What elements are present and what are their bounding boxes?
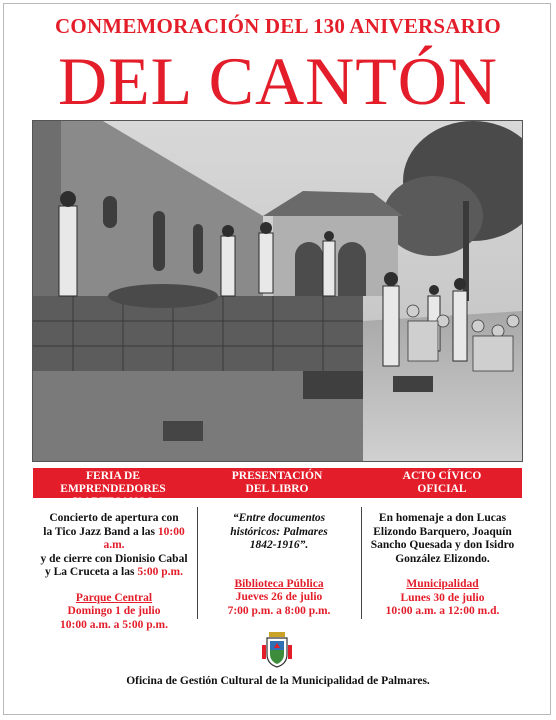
heading-acto-line2: OFICIAL xyxy=(417,483,467,495)
historic-photo xyxy=(33,121,522,461)
feria-info xyxy=(33,512,195,632)
footer-credit: Oficina de Gestión Cultural de la Municipalidad de Palmares. xyxy=(126,675,430,687)
heading-feria xyxy=(33,470,193,509)
heading-feria-line2: Y ARTESANOS xyxy=(72,496,153,508)
feria-hours: 10:00 a.m. a 5:00 p.m. xyxy=(60,618,168,631)
acto-text-line2: Elizondo Barquero, Joaquín xyxy=(373,525,512,538)
heading-feria-line1: FERIA DE EMPRENDEDORES xyxy=(60,470,166,495)
feria-text-line4 xyxy=(33,566,195,580)
column-divider xyxy=(197,507,198,619)
feria-text-line2 xyxy=(33,526,195,553)
heading-presentacion-line2: DEL LIBRO xyxy=(245,483,309,495)
feria-date: Domingo 1 de julio xyxy=(67,605,161,617)
heading-acto-line1: ACTO CÍVICO xyxy=(402,470,482,482)
section-heading-bar xyxy=(33,468,522,508)
municipal-crest-icon xyxy=(259,631,295,669)
acto-hours: 10:00 a.m. a 12:00 m.d. xyxy=(385,605,500,617)
acto-text-line4: González Elizondo. xyxy=(395,552,490,565)
feria-text-line2-a: la Tico Jazz Band a las xyxy=(43,525,158,538)
libro-text-line1: “Entre documentos xyxy=(232,512,326,524)
feria-text-line1: Concierto de apertura con xyxy=(49,512,179,524)
heading-presentacion xyxy=(197,470,357,496)
acto-info xyxy=(363,512,522,619)
heading-acto xyxy=(362,470,522,496)
acto-place: Municipalidad xyxy=(406,578,479,590)
acto-text-line1: En homenaje a don Lucas xyxy=(378,512,507,524)
historic-photo-illustration xyxy=(33,121,522,461)
libro-info xyxy=(199,512,359,618)
libro-date: Jueves 26 de julio xyxy=(235,591,323,603)
feria-cruceta-time: 5:00 p.m. xyxy=(137,566,183,578)
feria-text-line3: y de cierre con Dionisio Cabal xyxy=(40,552,188,565)
acto-date: Lunes 30 de julio xyxy=(400,591,485,604)
libro-hours: 7:00 p.m. a 8:00 p.m. xyxy=(227,604,331,617)
poster-subtitle: CONMEMORACIÓN DEL 130 ANIVERSARIO xyxy=(55,14,501,38)
column-divider xyxy=(361,507,362,619)
libro-text-line2: históricos: Palmares xyxy=(230,525,328,538)
feria-jazz-time: 10:00 a.m. xyxy=(103,525,185,551)
heading-presentacion-line1: PRESENTACIÓN xyxy=(231,470,323,482)
libro-place: Biblioteca Pública xyxy=(234,577,324,590)
libro-text-line3: 1842-1916”. xyxy=(249,539,309,551)
poster-title: DEL CANTÓN xyxy=(58,43,498,119)
feria-text-line4-a: y La Cruceta a las xyxy=(45,566,138,578)
acto-text-line3: Sancho Quesada y don Isidro xyxy=(370,539,515,551)
feria-place: Parque Central xyxy=(75,591,153,604)
